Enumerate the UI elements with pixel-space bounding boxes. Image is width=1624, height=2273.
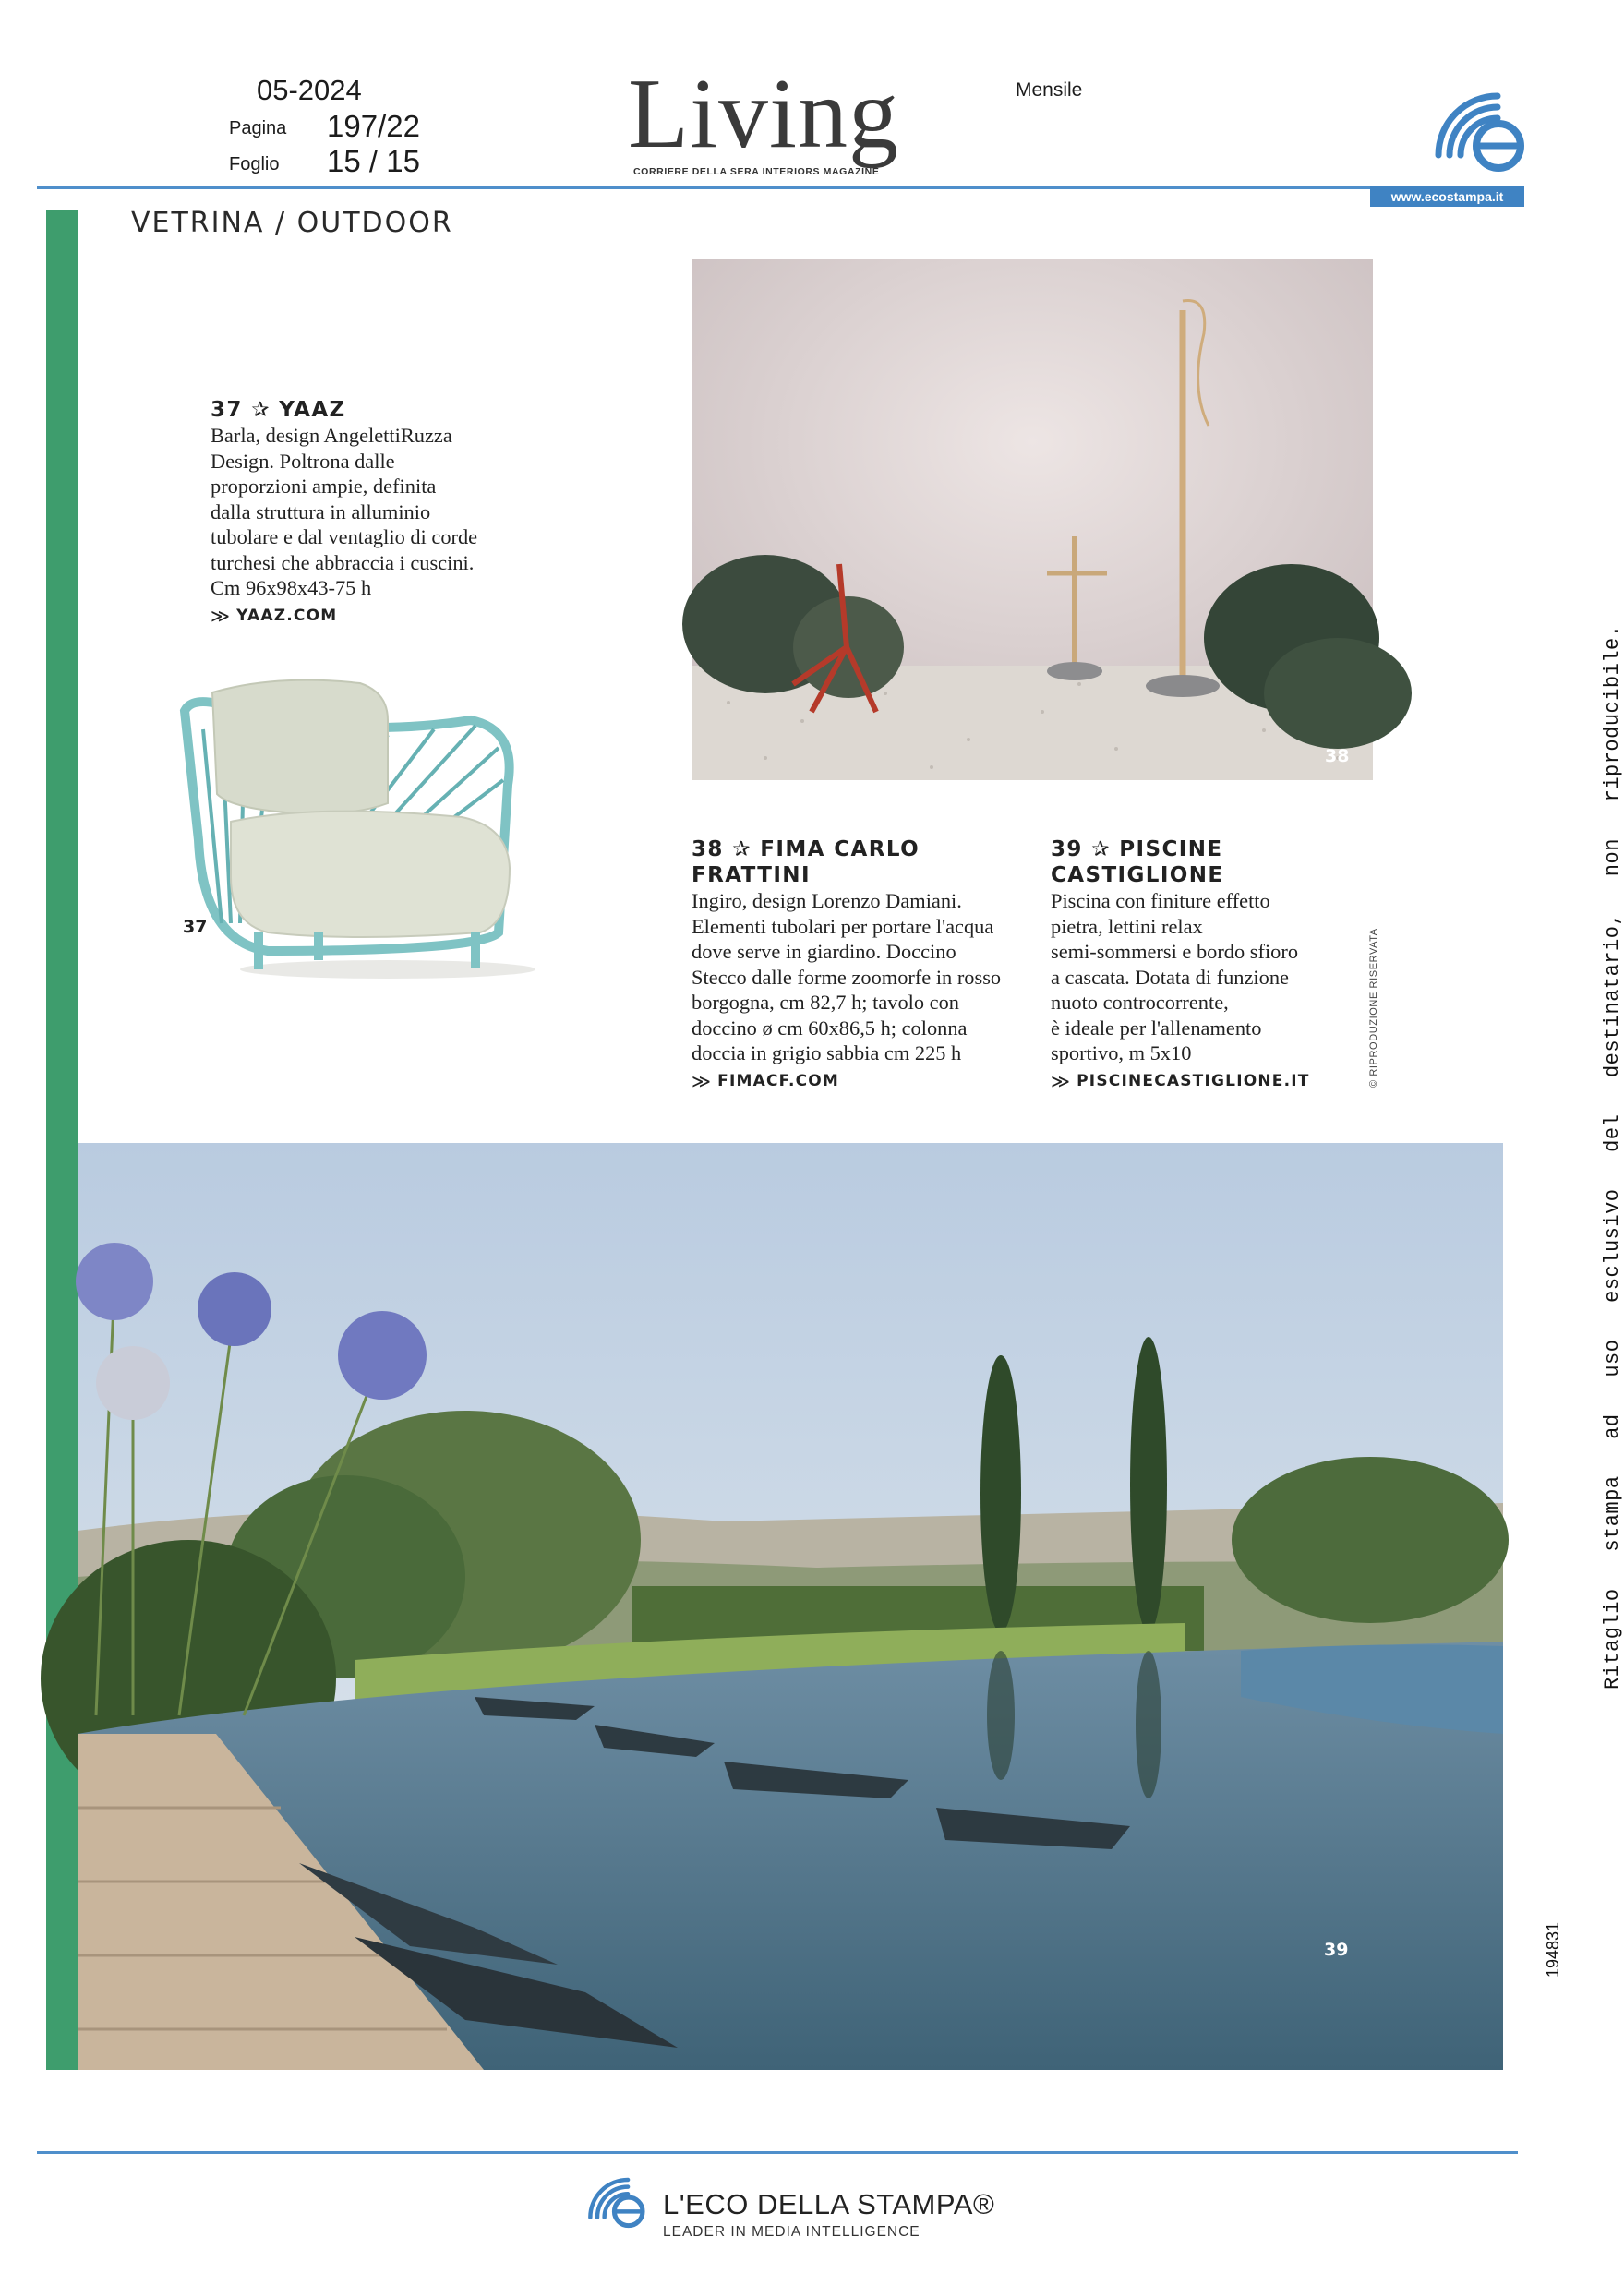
fima-garden-fixtures-image <box>692 259 1373 780</box>
item-38-link[interactable]: ≫ FIMACF.COM <box>692 1069 840 1092</box>
footer-tagline: LEADER IN MEDIA INTELLIGENCE <box>663 2224 920 2240</box>
footer-company-name: L'ECO DELLA STAMPA® <box>663 2188 995 2220</box>
header-rule <box>37 186 1370 189</box>
foglio-value: 15 / 15 <box>327 144 420 178</box>
masthead-subtitle: CORRIERE DELLA SERA INTERIORS MAGAZINE <box>633 166 880 177</box>
footer-rule <box>37 2151 1518 2154</box>
issue-date: 05-2024 <box>257 74 362 106</box>
copyright-credit: © RIPRODUZIONE RISERVATA <box>1368 928 1379 1088</box>
frequency-label: Mensile <box>1016 79 1083 101</box>
item-38-description: Ingiro, design Lorenzo Damiani. Elementi tubolari per portare l'acqua dove serve in giardino. Doccino Stecco dalle forme zoomorfe in rosso borgogna, cm 82,7 h; tavolo con doccino ø cm 60x86,5 h; colonna doccia in grigio sabbia cm 225 h <box>692 889 1002 1064</box>
item-38-caption <box>692 836 1033 1092</box>
item-38-image-number: 38 <box>1325 746 1350 766</box>
pagina-label: Pagina <box>229 118 287 138</box>
ecostampa-logo-icon <box>1429 76 1531 177</box>
item-39-caption <box>1051 836 1365 1092</box>
piscine-pool-image <box>78 1143 1503 2070</box>
masthead-title: Living <box>628 59 899 169</box>
pagina-value: 197/22 <box>327 109 420 143</box>
chevron-right-icon: ≫ <box>1051 1069 1072 1092</box>
living-masthead <box>628 59 923 181</box>
item-37-link[interactable]: ≫ YAAZ.COM <box>211 604 338 627</box>
item-39-image-number: 39 <box>1324 1940 1349 1960</box>
chevron-right-icon: ≫ <box>211 604 232 627</box>
item-38-title: 38 ✰ FIMA CARLO FRATTINI <box>692 837 920 887</box>
section-color-bar <box>46 210 78 2070</box>
chevron-right-icon: ≫ <box>692 1069 713 1092</box>
item-39-link[interactable]: ≫ PISCINECASTIGLIONE.IT <box>1051 1069 1310 1092</box>
item-37-title: 37 ✰ YAAZ <box>211 398 346 422</box>
item-39-description: Piscina con finiture effetto pietra, lettini relax semi-sommersi e bordo sfioro a cascata. Dotata di funzione nuoto controcorrente, è ideale per l'allenamento sportivo, m 5x10 <box>1051 889 1299 1064</box>
yaaz-armchair-image <box>166 655 572 988</box>
item-37-image-number: 37 <box>183 917 208 937</box>
eco-della-stampa-logo-icon <box>584 2166 649 2232</box>
foglio-label: Foglio <box>229 154 280 174</box>
section-title: VETRINA / OUTDOOR <box>131 207 453 239</box>
item-37-description: Barla, design AngelettiRuzza Design. Poltrona dalle proporzioni ampie, definita dalla struttura in alluminio tubolare e dal ventaglio di corde turchesi che abbraccia i cuscini. Cm 96x98x43-75 h <box>211 424 478 599</box>
item-37-caption <box>211 397 543 627</box>
item-39-title: 39 ✰ PISCINE CASTIGLIONE <box>1051 837 1224 887</box>
ecostampa-url[interactable]: www.ecostampa.it <box>1370 186 1524 207</box>
reproduction-notice: Ritaglio stampa ad uso esclusivo del destinatario, non riproducibile. <box>1601 624 1624 1690</box>
clipping-code: 194831 <box>1544 1921 1562 1978</box>
